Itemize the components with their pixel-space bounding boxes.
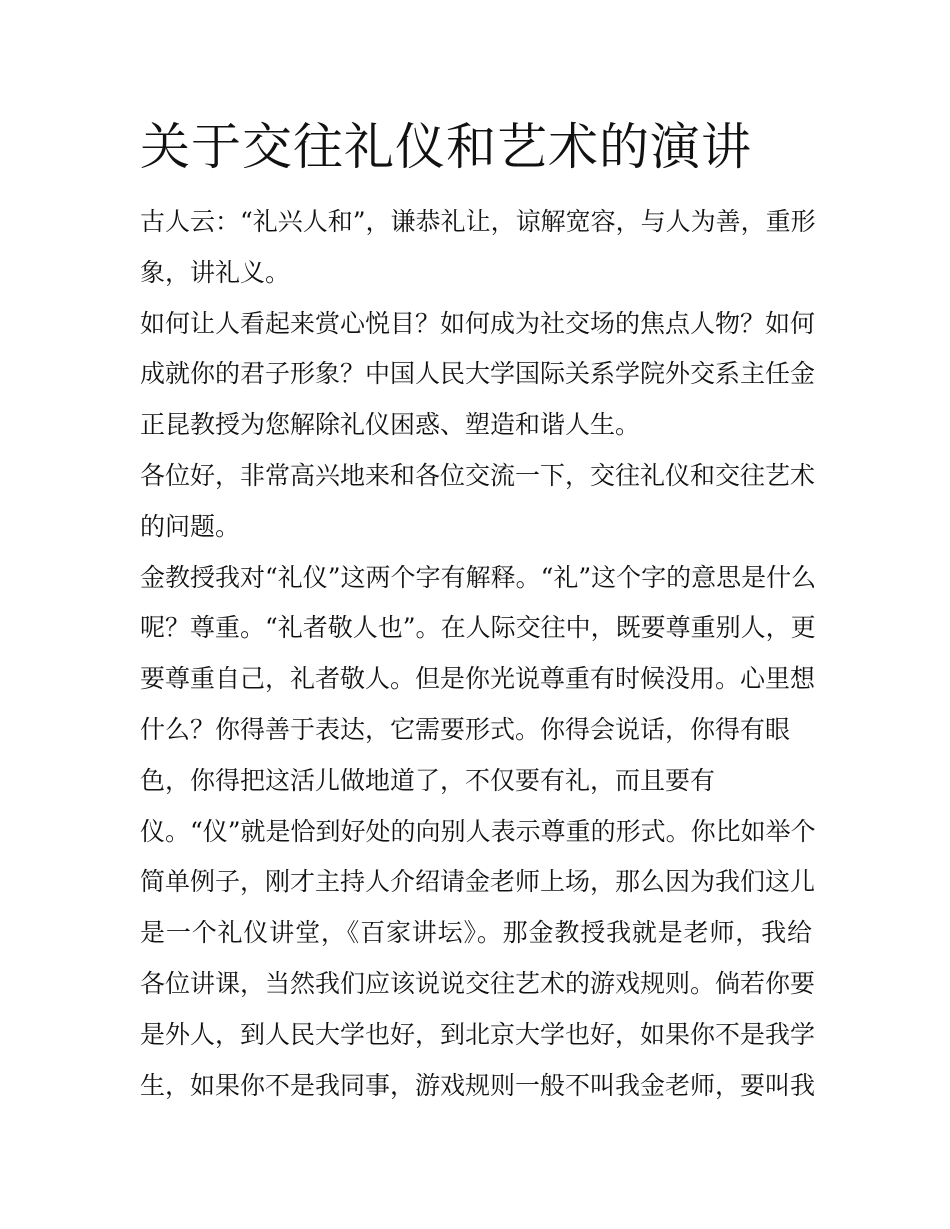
text-line: 象，讲礼义。: [140, 257, 291, 287]
text-line: 要尊重自己，礼者敬人。但是你光说尊重有时候没用。心里想: [140, 664, 816, 694]
text-line: 色，你得把这活儿做地道了，不仅要有礼，而且要有: [140, 765, 716, 795]
text-line: 金教授我对“礼仪”这两个字有解释。“礼”这个字的意思是什么: [140, 562, 817, 592]
text-line: 是一个礼仪讲堂，《百家讲坛》。那金教授我就是老师，我给: [140, 918, 812, 948]
text-line: 仪。“仪”就是恰到好处的向别人表示尊重的形式。你比如举个: [140, 816, 816, 846]
text-line: 生，如果你不是我同事，游戏规则一般不叫我金老师，要叫我: [140, 1070, 816, 1100]
text-line: 各位讲课，当然我们应该说说交往艺术的游戏规则。倘若你要: [140, 968, 816, 998]
text-line: 正昆教授为您解除礼仪困惑、塑造和谐人生。: [140, 410, 641, 440]
text-line: 古人云：“礼兴人和”，谦恭礼让，谅解宽容，与人为善，重形: [140, 207, 816, 236]
text-line: 呢？尊重。“礼者敬人也”。在人际交往中，既要尊重别人，更: [140, 613, 816, 643]
document-body: [140, 197, 817, 1111]
text-line: 如何让人看起来赏心悦目？如何成为社交场的焦点人物？如何: [140, 308, 816, 338]
text-line: 各位好，非常高兴地来和各位交流一下，交往礼仪和交往艺术: [140, 460, 816, 490]
text-line: 简单例子，刚才主持人介绍请金老师上场，那么因为我们这儿: [140, 867, 816, 897]
document-title: 关于交往礼仪和艺术的演讲: [140, 118, 752, 176]
text-line: 什么？你得善于表达，它需要形式。你得会说话，你得有眼: [140, 714, 791, 744]
text-line: 的问题。: [140, 511, 241, 541]
text-line: 成就你的君子形象？中国人民大学国际关系学院外交系主任金: [140, 359, 816, 389]
text-line: 是外人，到人民大学也好，到北京大学也好，如果你不是我学: [140, 1019, 816, 1049]
